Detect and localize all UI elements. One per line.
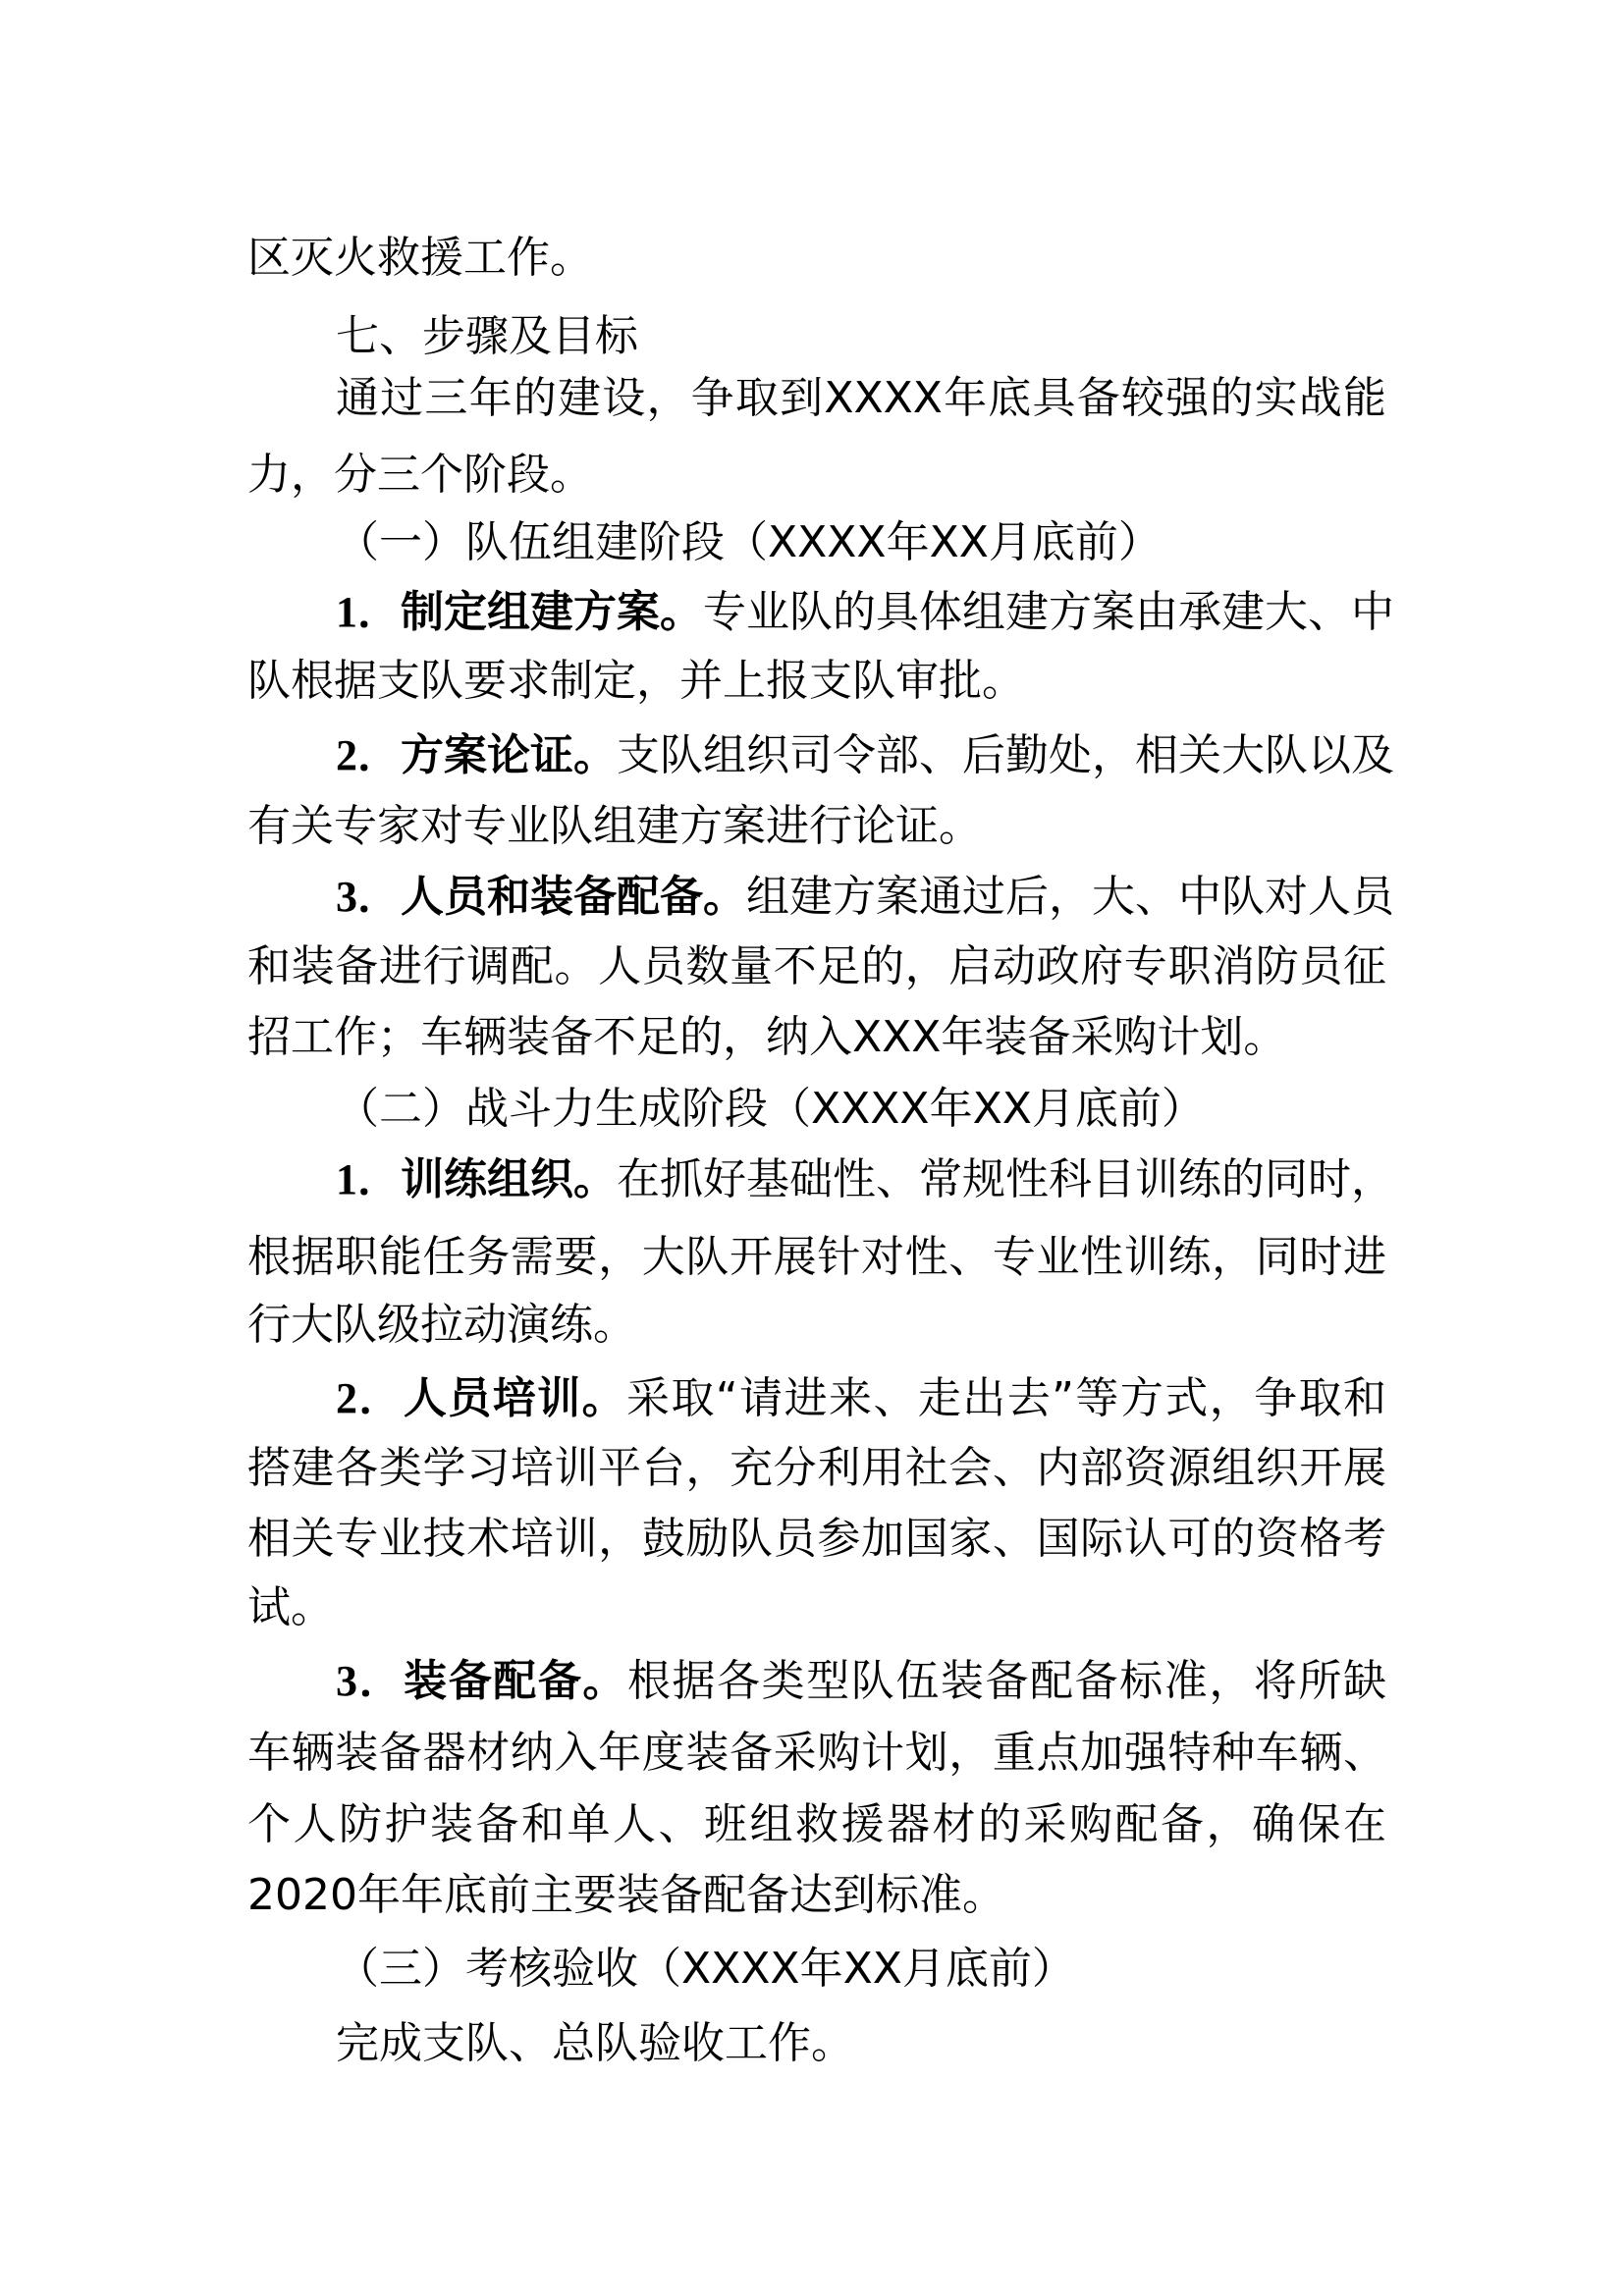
item-heading: 人员和装备配备。 bbox=[401, 872, 746, 922]
line-text: 试。 bbox=[247, 1582, 334, 1632]
text-line bbox=[336, 2014, 1386, 2073]
line-text: 七、步骤及目标 bbox=[336, 311, 638, 361]
line-text: 队根据支队要求制定，并上报支队审批。 bbox=[247, 656, 1025, 706]
text-line bbox=[247, 1724, 1386, 1783]
text-line bbox=[247, 797, 1386, 856]
text-line bbox=[247, 1008, 1386, 1067]
text-line bbox=[247, 446, 1386, 505]
line-text: 2020年年底前主要装备配备达到标准。 bbox=[247, 1870, 1005, 1920]
text-line bbox=[336, 513, 1386, 572]
item-number: 1． bbox=[336, 588, 401, 636]
text-line bbox=[247, 1795, 1386, 1854]
item-number: 3． bbox=[336, 873, 401, 921]
text-line bbox=[336, 1080, 1386, 1139]
text-line bbox=[247, 1578, 1386, 1637]
text-line bbox=[336, 307, 1386, 366]
text-line bbox=[336, 1940, 1386, 1999]
line-text: （三）考核验收（XXXX年XX月底前） bbox=[336, 1944, 1075, 1994]
item-heading: 制定组建方案。 bbox=[401, 587, 703, 637]
line-text: 根据职能任务需要，大队开展针对性、专业性训练，同时进 bbox=[247, 1232, 1386, 1282]
line-text: （一）队伍组建阶段（XXXX年XX月底前） bbox=[336, 517, 1162, 567]
line-text: 区灭火救援工作。 bbox=[247, 233, 593, 283]
text-line bbox=[247, 652, 1386, 711]
item-number: 1． bbox=[336, 1155, 401, 1203]
text-line bbox=[247, 1439, 1386, 1498]
line-text: 搭建各类学习培训平台，充分利用社会、内部资源组织开展 bbox=[247, 1443, 1386, 1493]
text-line bbox=[336, 1369, 1386, 1428]
line-text: 相关专业技术培训，鼓励队员参加国家、国际认可的资格考 bbox=[247, 1514, 1386, 1564]
line-text: 车辆装备器材纳入年度装备采购计划，重点加强特种车辆、 bbox=[247, 1728, 1386, 1778]
line-text: 力，分三个阶段。 bbox=[247, 450, 593, 500]
line-text: 在抓好基础性、常规性科目训练的同时， bbox=[617, 1154, 1394, 1204]
text-line bbox=[336, 369, 1386, 428]
line-text: 专业队的具体组建方案由承建大、中 bbox=[703, 587, 1394, 637]
line-text: 通过三年的建设，争取到XXXX年底具备较强的实战能 bbox=[336, 373, 1386, 423]
item-number: 2． bbox=[336, 1374, 404, 1422]
text-line bbox=[247, 937, 1386, 996]
text-line bbox=[336, 726, 1394, 785]
item-heading: 装备配备。 bbox=[404, 1656, 627, 1706]
line-text: 有关专家对专业队组建方案进行论证。 bbox=[247, 801, 982, 851]
item-heading: 人员培训。 bbox=[403, 1373, 627, 1423]
text-line bbox=[247, 1510, 1386, 1569]
text-line bbox=[336, 583, 1394, 642]
line-text: 和装备进行调配。人员数量不足的，启动政府专职消防员征 bbox=[247, 941, 1386, 991]
line-text: 行大队级拉动演练。 bbox=[247, 1300, 636, 1350]
text-line bbox=[247, 229, 1386, 288]
item-heading: 方案论证。 bbox=[401, 730, 617, 780]
line-text: 个人防护装备和单人、班组救援器材的采购配备，确保在 bbox=[247, 1799, 1386, 1849]
line-text: 支队组织司令部、后勤处，相关大队以及 bbox=[617, 730, 1394, 780]
text-line bbox=[336, 868, 1394, 927]
line-text: 根据各类型队伍装备配备标准，将所缺 bbox=[626, 1656, 1387, 1706]
line-text: 采取“请进来、走出去”等方式，争取和 bbox=[626, 1373, 1387, 1423]
text-line bbox=[247, 1296, 1386, 1355]
item-number: 3． bbox=[336, 1657, 405, 1705]
item-heading: 训练组织。 bbox=[401, 1154, 617, 1204]
text-line bbox=[336, 1150, 1394, 1209]
line-text: 招工作；车辆装备不足的，纳入XXX年装备采购计划。 bbox=[247, 1012, 1287, 1062]
line-text: 完成支队、总队验收工作。 bbox=[336, 2018, 854, 2068]
text-line bbox=[247, 1228, 1386, 1287]
item-number: 2． bbox=[336, 731, 401, 779]
line-text: （二）战斗力生成阶段（XXXX年XX月底前） bbox=[336, 1084, 1205, 1134]
text-line bbox=[336, 1652, 1386, 1711]
text-line bbox=[247, 1866, 1386, 1925]
line-text: 组建方案通过后，大、中队对人员 bbox=[746, 872, 1394, 922]
